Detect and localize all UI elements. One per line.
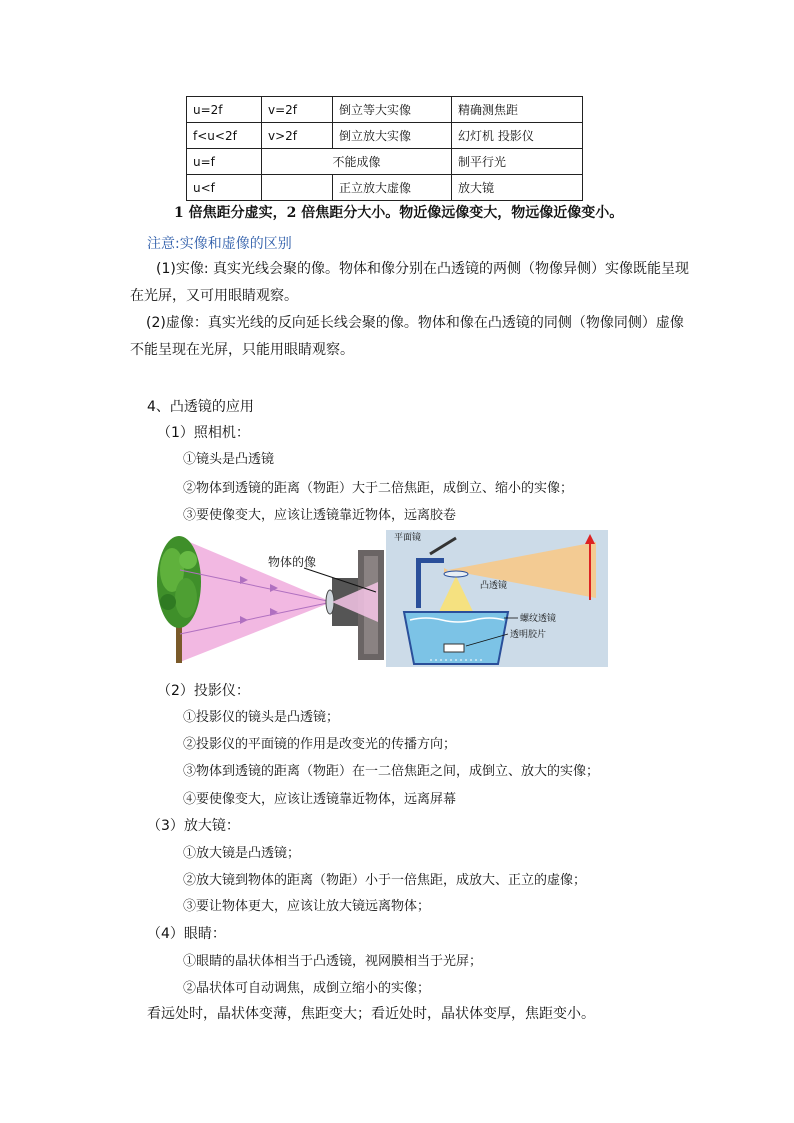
- camera-heading: （1）照相机：: [157, 425, 250, 441]
- table-row: [187, 123, 583, 149]
- list-item: ②物体到透镜的距离（物距）大于二倍焦距，成倒立、缩小的实像；: [183, 481, 574, 496]
- table-cell: 精确测焦距: [452, 97, 583, 123]
- eye-heading: （4）眼睛：: [147, 926, 226, 942]
- figure-label: 凸透镜: [480, 581, 508, 591]
- list-item: ①放大镜是凸透镜；: [183, 846, 301, 861]
- table-cell: 制平行光: [452, 149, 583, 175]
- eye-summary: 看远处时，晶状体变薄，焦距变大；看近处时，晶状体变厚，焦距变小。: [147, 1006, 595, 1022]
- table-row: [187, 175, 583, 201]
- table-cell: f<u<2f: [187, 123, 262, 149]
- note-title: 注意:实像和虚像的区别: [147, 236, 292, 252]
- camera-figure: [150, 530, 386, 668]
- projector-arm: [416, 558, 421, 608]
- list-item: ②晶状体可自动调焦，成倒立缩小的实像；: [183, 981, 431, 996]
- magnifier-heading: （3）放大镜：: [147, 818, 240, 834]
- list-item: ②放大镜到物体的距离（物距）小于一倍焦距，成放大、正立的虚像；: [183, 873, 587, 888]
- table-cell: u=2f: [187, 97, 262, 123]
- table-cell: u=f: [187, 149, 262, 175]
- table-cell: 倒立等大实像: [333, 97, 452, 123]
- lens-imaging-table: [186, 96, 583, 201]
- table-cell: 不能成像: [262, 149, 452, 175]
- focal-rule: 1 倍焦距分虚实，2 倍焦距分大小。物近像远像变大，物远像近像变小。: [174, 205, 624, 221]
- table-cell: 放大镜: [452, 175, 583, 201]
- camera-image-label: 物体的像: [268, 555, 317, 569]
- projector-heading: （2）投影仪：: [157, 683, 250, 699]
- figure-label: 透明胶片: [510, 630, 547, 640]
- table-row: [187, 149, 583, 175]
- table-cell: u<f: [187, 175, 262, 201]
- table-cell: 倒立放大实像: [333, 123, 452, 149]
- list-item: ①投影仪的镜头是凸透镜；: [183, 710, 340, 725]
- table-cell: 幻灯机 投影仪: [452, 123, 583, 149]
- table-row: [187, 97, 583, 123]
- real-image-note: (1)实像: 真实光线会聚的像。物体和像分别在凸透镜的两侧（物像异侧）实像既能呈现在光屏，又可用眼睛观察。: [130, 261, 689, 304]
- list-item: ③物体到透镜的距离（物距）在一二倍焦距之间，成倒立、放大的实像；: [183, 764, 600, 779]
- figure-label: 平面镜: [394, 533, 422, 543]
- section-title: 4、凸透镜的应用: [147, 399, 254, 415]
- list-item: ③要使像变大，应该让透镜靠近物体，远离胶卷: [183, 508, 457, 523]
- list-item: ③要让物体更大，应该让放大镜远离物体；: [183, 899, 431, 914]
- table-cell: v>2f: [262, 123, 333, 149]
- table-cell: 正立放大虚像: [333, 175, 452, 201]
- projector-figure: [386, 530, 608, 667]
- convex-lens-icon: [444, 571, 468, 577]
- figure-label: 螺纹透镜: [520, 614, 557, 624]
- list-item: ①眼睛的晶状体相当于凸透镜，视网膜相当于光屏；: [183, 954, 483, 969]
- list-item: ①镜头是凸透镜: [183, 452, 275, 467]
- projector-base: [404, 612, 508, 664]
- virtual-image-note: (2)虚像：真实光线的反向延长线会聚的像。物体和像在凸透镜的同侧（物像同侧）虚像不能呈现在光屏，只能用眼睛观察。: [130, 315, 684, 358]
- list-item: ②投影仪的平面镜的作用是改变光的传播方向；: [183, 737, 457, 752]
- film-slide-icon: [444, 644, 464, 652]
- table-cell: v=2f: [262, 97, 333, 123]
- table-cell: [262, 175, 333, 201]
- list-item: ④要使像变大，应该让透镜靠近物体，远离屏幕: [183, 792, 457, 807]
